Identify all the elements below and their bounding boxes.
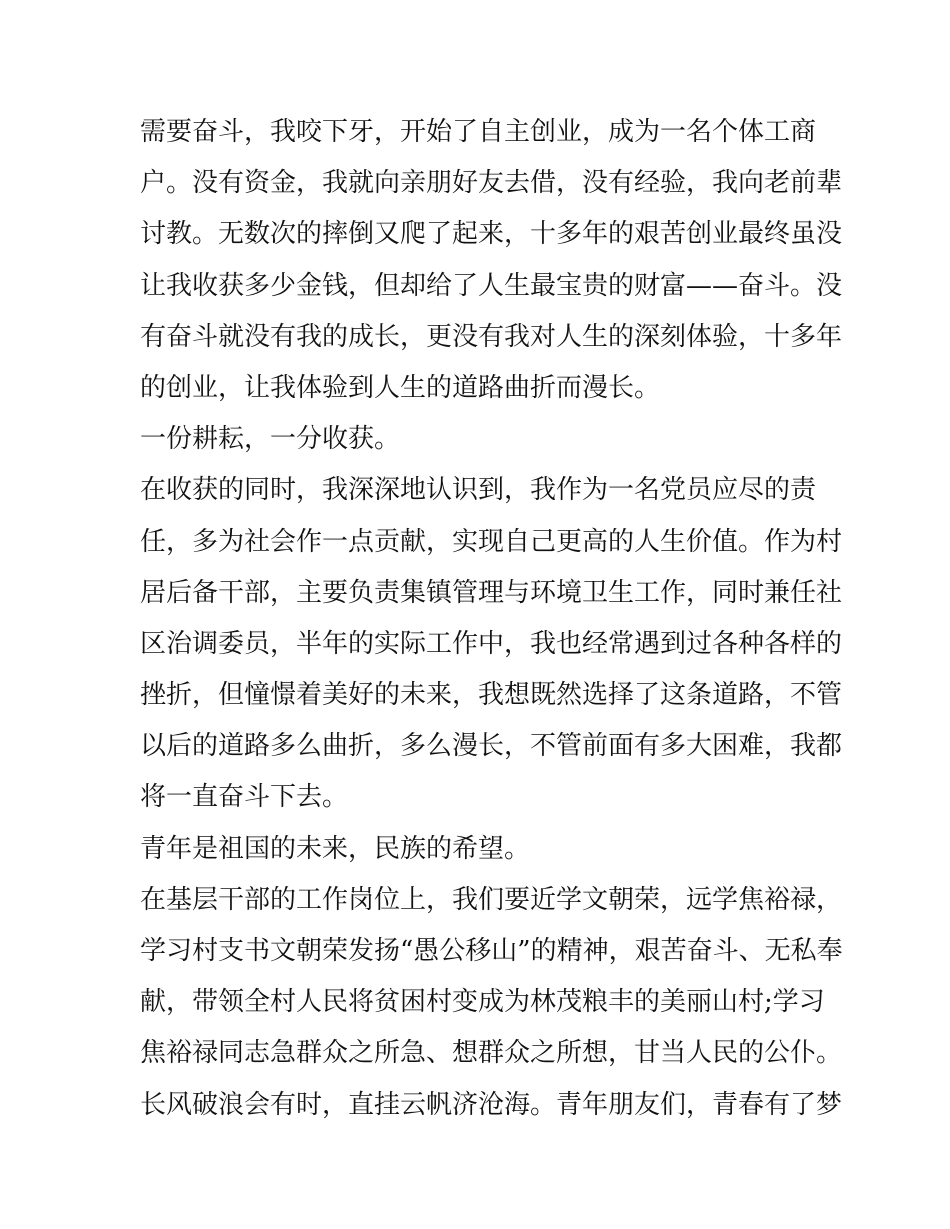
text-line-15: 青年是祖国的未来，民族的希望。 <box>140 833 531 864</box>
body-text <box>140 107 843 1131</box>
text-line-17: 学习村支书文朝荣发扬“愚公移山”的精神，艰苦奋斗、无私奉 <box>140 936 843 966</box>
text-line-18: 献，带领全村人民将贫困村变成为林茂粮丰的美丽山村;学习 <box>140 987 825 1018</box>
text-line-6: 的创业，让我体验到人生的道路曲折而漫长。 <box>140 372 661 403</box>
text-line-8: 在收获的同时，我深深地认识到，我作为一名党员应尽的责 <box>140 475 817 506</box>
text-line-7: 一份耕耘，一分收获。 <box>140 424 401 455</box>
text-line-10: 居后备干部，主要负责集镇管理与环境卫生工作，同时兼任社 <box>140 577 843 608</box>
text-line-14: 将一直奋斗下去。 <box>140 782 349 813</box>
text-line-12: 挫折，但憧憬着美好的未来，我想既然选择了这条道路，不管 <box>140 680 843 711</box>
text-line-16: 在基层干部的工作岗位上，我们要近学文朝荣，远学焦裕禄， <box>140 884 843 915</box>
text-line-11: 区治调委员，半年的实际工作中，我也经常遇到过各种各样的 <box>140 628 843 659</box>
text-line-20: 长风破浪会有时，直挂云帆济沧海。青年朋友们，青春有了梦 <box>140 1089 843 1120</box>
text-line-1: 需要奋斗，我咬下牙，开始了自主创业，成为一名个体工商 <box>140 117 817 147</box>
text-line-4: 让我收获多少金钱，但却给了人生最宝贵的财富——奋斗。没 <box>140 270 843 301</box>
text-line-5: 有奋斗就没有我的成长，更没有我对人生的深刻体验，十多年 <box>140 321 843 352</box>
text-line-3: 讨教。无数次的摔倒又爬了起来，十多年的艰苦创业最终虽没 <box>140 219 843 250</box>
text-line-2: 户。没有资金，我就向亲朋好友去借，没有经验，我向老前辈 <box>140 168 843 199</box>
text-line-13: 以后的道路多么曲折，多么漫长，不管前面有多大困难，我都 <box>140 731 843 762</box>
text-line-9: 任，多为社会作一点贡献，实现自己更高的人生价值。作为村 <box>140 526 843 557</box>
text-line-19: 焦裕禄同志急群众之所急、想群众之所想，甘当人民的公仆。 <box>140 1038 843 1069</box>
